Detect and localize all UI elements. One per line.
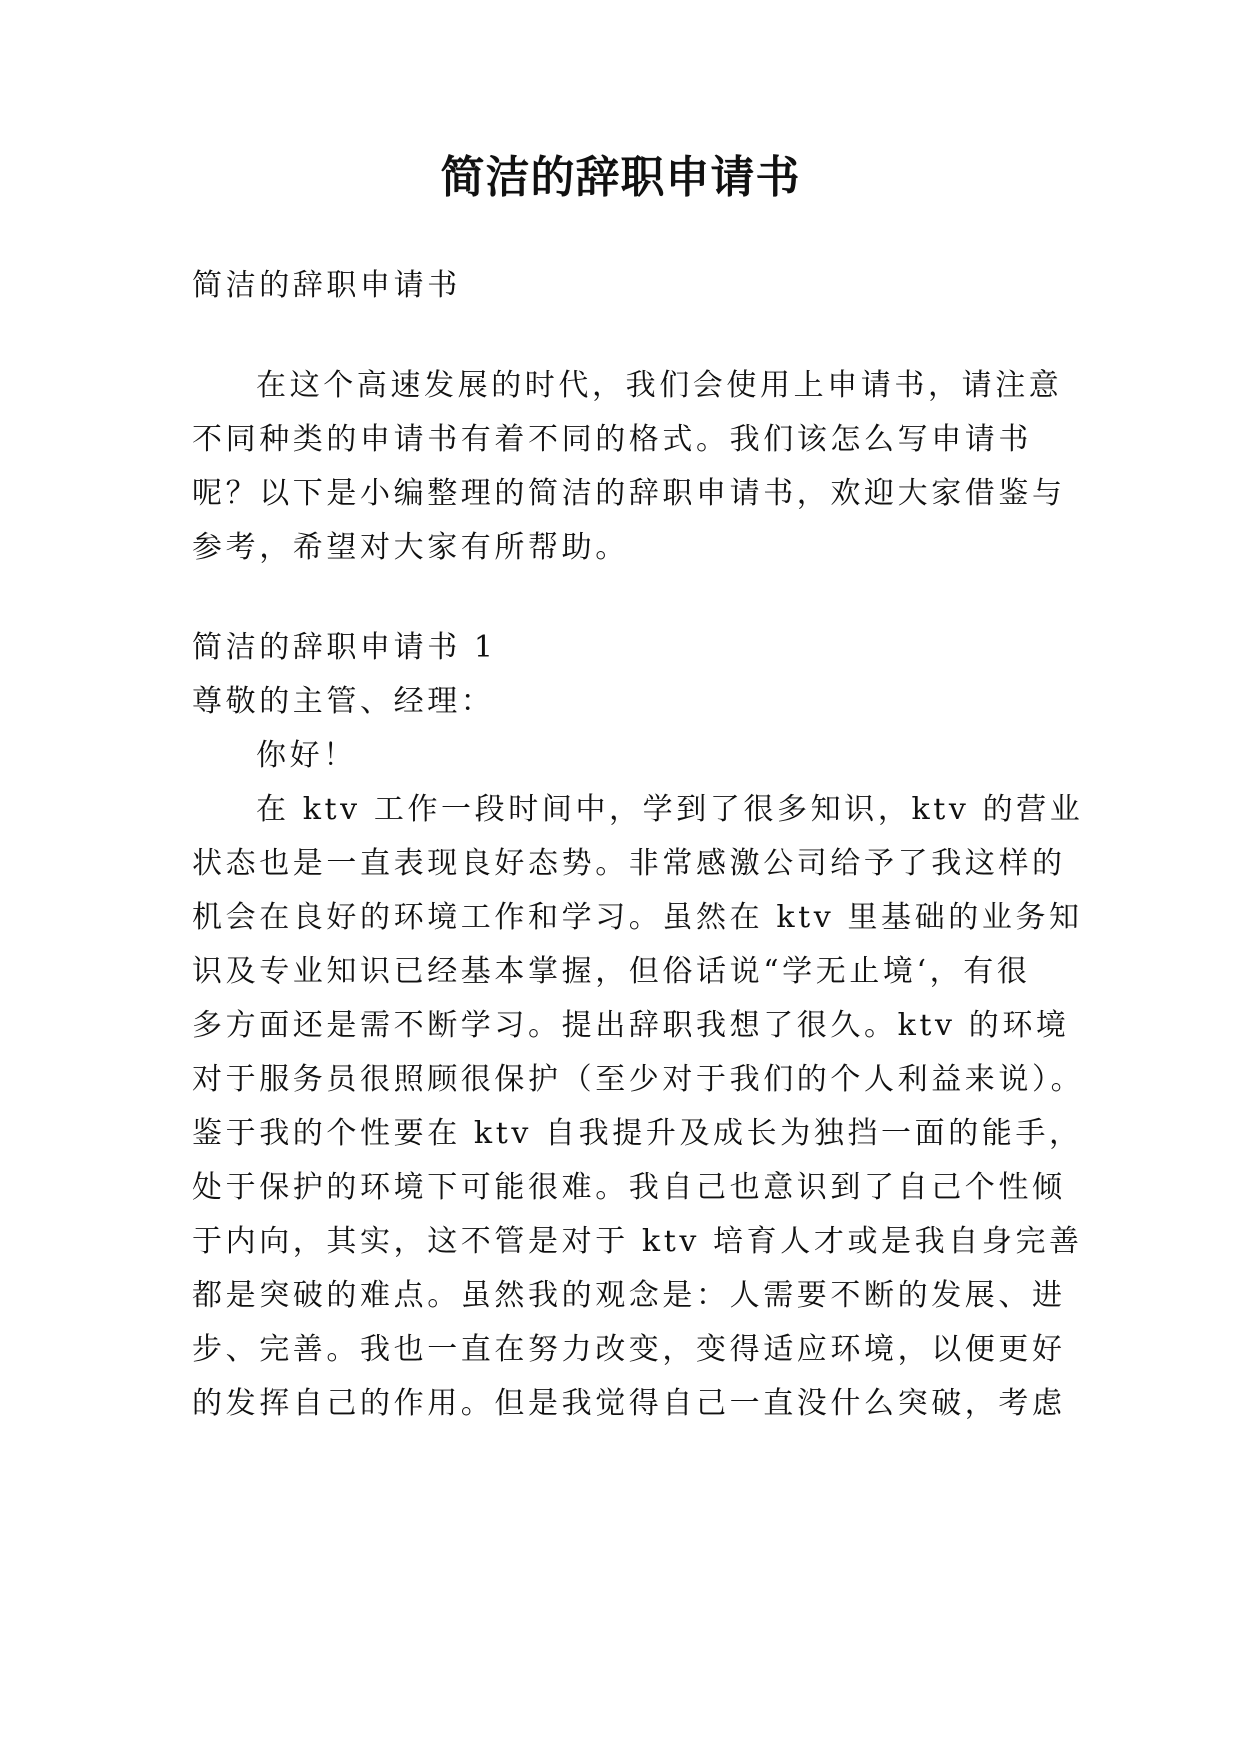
body-line: 步、完善。我也一直在努力改变，变得适应环境，以便更好 xyxy=(192,1332,1066,1367)
document-title: 简洁的辞职申请书 xyxy=(440,152,801,203)
body-line: 机会在良好的环境工作和学习。虽然在 ktv 里基础的业务知 xyxy=(192,900,1083,935)
body-line: 状态也是一直表现良好态势。非常感激公司给予了我这样的 xyxy=(192,846,1066,881)
body-line: 鉴于我的个性要在 ktv 自我提升及成长为独挡一面的能手， xyxy=(192,1116,1083,1151)
intro-line: 参考，希望对大家有所帮助。 xyxy=(192,530,629,565)
intro-line: 在这个高速发展的时代，我们会使用上申请书，请注意 xyxy=(256,368,1063,403)
body-line: 在 ktv 工作一段时间中，学到了很多知识，ktv 的营业 xyxy=(256,792,1084,827)
body-line: 都是突破的难点。虽然我的观念是：人需要不断的发展、进 xyxy=(192,1278,1066,1313)
intro-line: 不同种类的申请书有着不同的格式。我们该怎么写申请书 xyxy=(192,422,1032,457)
body-line: 多方面还是需不断学习。提出辞职我想了很久。ktv 的环境 xyxy=(192,1008,1070,1043)
body-line: 识及专业知识已经基本掌握，但俗话说“学无止境‘，有很 xyxy=(192,954,1031,989)
body-line: 于内向，其实，这不管是对于 ktv 培育人才或是我自身完善 xyxy=(192,1224,1083,1259)
intro-line: 呢？以下是小编整理的简洁的辞职申请书，欢迎大家借鉴与 xyxy=(192,476,1066,511)
body-line: 的发挥自己的作用。但是我觉得自己一直没什么突破，考虑 xyxy=(192,1386,1066,1421)
salutation: 尊敬的主管、经理： xyxy=(192,684,495,719)
section-heading: 简洁的辞职申请书 1 xyxy=(192,630,497,665)
greeting: 你好！ xyxy=(256,738,357,773)
body-line: 对于服务员很照顾很保护（至少对于我们的个人利益来说）。 xyxy=(192,1062,1085,1097)
document-subtitle: 简洁的辞职申请书 xyxy=(192,268,461,303)
body-line: 处于保护的环境下可能很难。我自己也意识到了自己个性倾 xyxy=(192,1170,1066,1205)
